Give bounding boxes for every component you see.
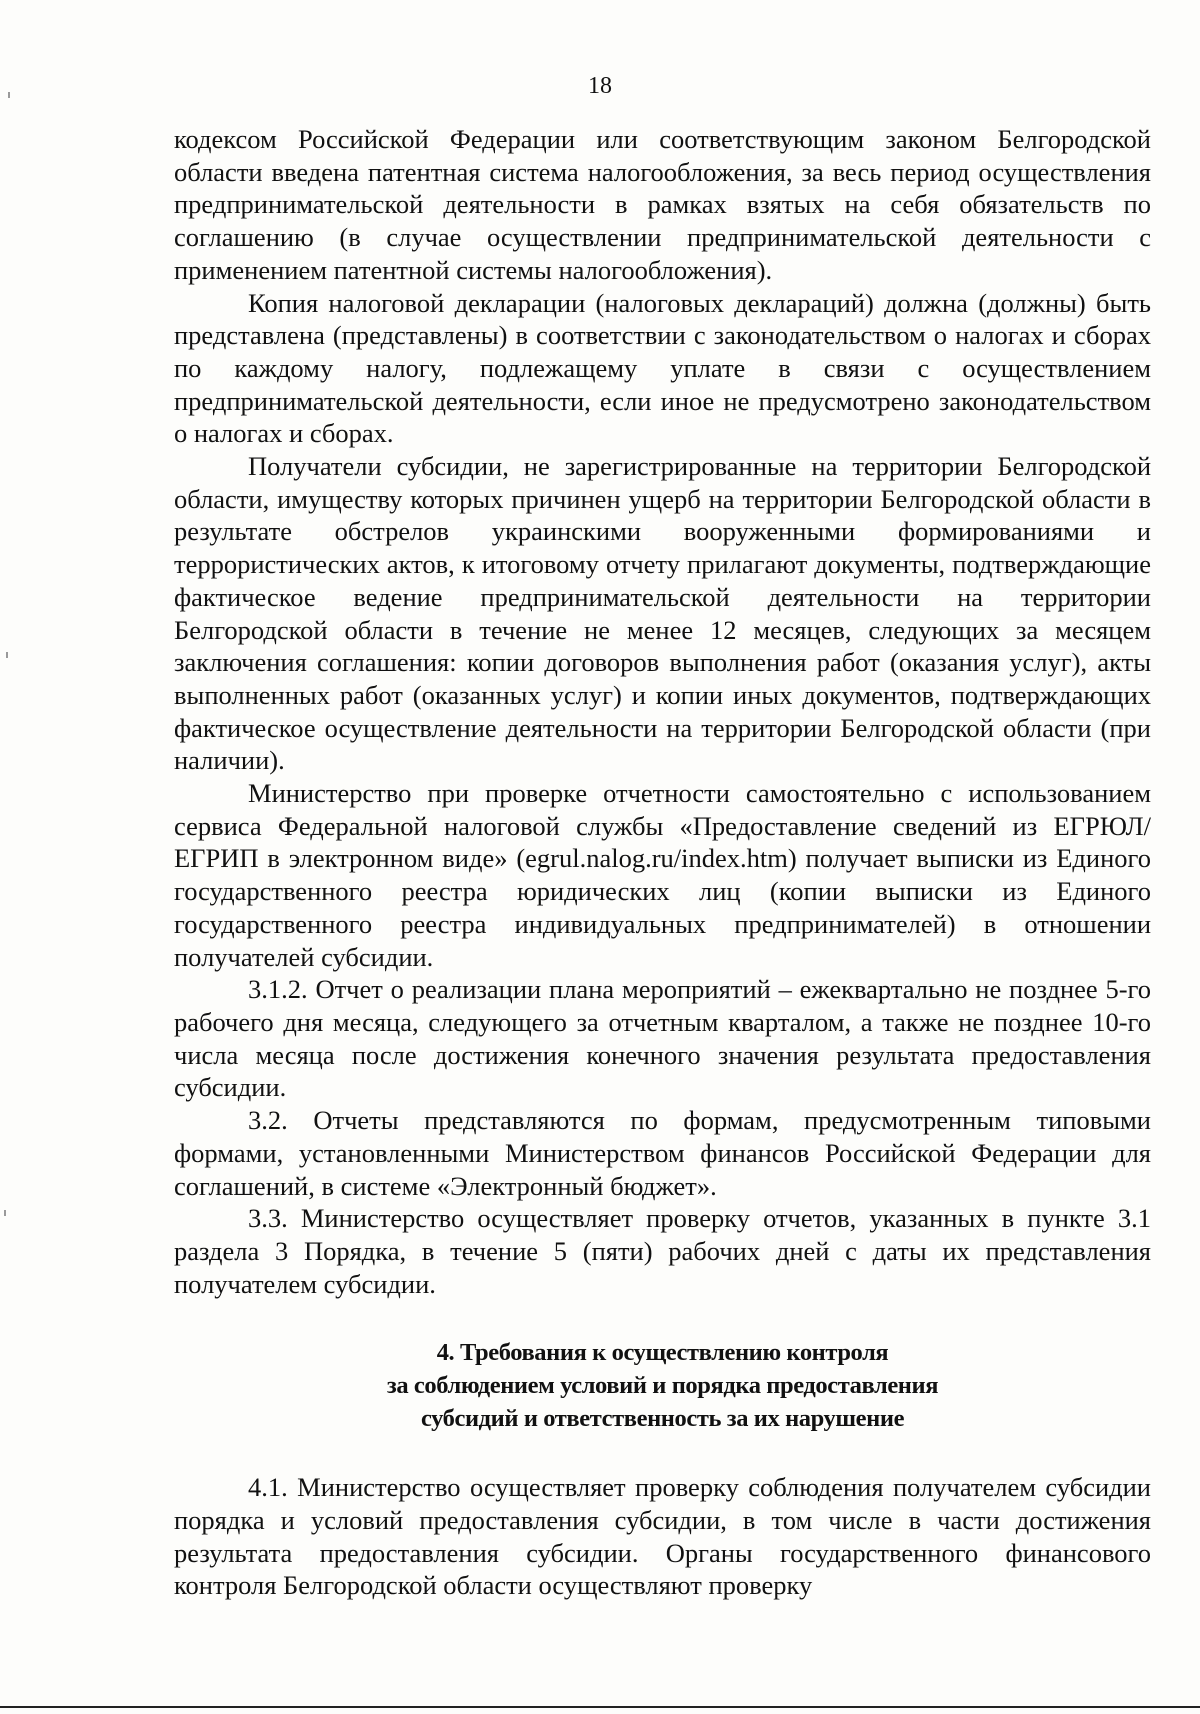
section-4-heading-line-2: за соблюдением условий и порядка предоставления [386, 1372, 939, 1400]
document-body [174, 123, 1151, 1602]
scan-speck [6, 652, 8, 658]
paragraph-4-1: 4.1. Министерство осуществляет проверку соблюдения получателем субсидии порядка и условий предоставления субсидии, в том числе в части достижения результата предоставления субсидии. Органы государственного финансового контроля Белгородской области осуществляют проверку [174, 1472, 1151, 1601]
paragraph-3-2: 3.2. Отчеты представляются по формам, предусмотренным типовыми формами, установленными Министерством финансов Российской Федерации для соглашений, в системе «Электронный бюджет». [174, 1105, 1151, 1201]
page-number: 18 [588, 73, 612, 99]
scan-speck [4, 1210, 6, 1216]
paragraph-unregistered-recipients: Получатели субсидии, не зарегистрированные на территории Белгородской области, имуществу которых причинен ущерб на территории Белгородской области в результате обстрелов украинскими вооруженными формированиями и террористических актов, к итоговому отчету прилагают документы, подтверждающие фактическое ведение предпринимательской деятельности на территории Белгородской области в течение не менее 12 месяцев, следующих за месяцем заключения соглашения: копии договоров выполнения работ (оказания услуг), акты выполненных работ (оказанных услуг) и копии иных документов, подтверждающих фактическое осуществление деятельности на территории Белгородской области (при наличии). [174, 451, 1151, 776]
section-4-heading-line-1: 4. Требования к осуществлению контроля [436, 1339, 889, 1367]
paragraph-3-1-2: 3.1.2. Отчет о реализации плана мероприятий – ежеквартально не позднее 5-го рабочего дня месяца, следующего за отчетным кварталом, а также не позднее 10-го числа месяца после достижения конечного значения результата предоставления субсидии. [174, 974, 1151, 1103]
scan-speck [8, 92, 10, 98]
section-4-heading [174, 1336, 1151, 1435]
page-bottom-edge [0, 1706, 1200, 1708]
paragraph-3-3: 3.3. Министерство осуществляет проверку отчетов, указанных в пункте 3.1 раздела 3 Порядка, в течение 5 (пяти) рабочих дней с даты их представления получателем субсидии. [174, 1203, 1151, 1299]
section-4-heading-line-3: субсидий и ответственность за их нарушение [420, 1405, 905, 1433]
paragraph-ministry-verification: Министерство при проверке отчетности самостоятельно с использованием сервиса Федеральной налоговой службы «Предоставление сведений из ЕГРЮЛ/ЕГРИП в электронном виде» (egrul.nalog.ru/index.htm) получает выписки из Единого государственного реестра юридических лиц (копии выписки из Единого государственного реестра индивидуальных предпринимателей) в отношении получателей субсидии. [174, 778, 1151, 972]
paragraph-tax-declaration: Копия налоговой декларации (налоговых деклараций) должна (должны) быть представлена (представлены) в соответствии с законодательством о налогах и сборах по каждому налогу, подлежащему уплате в связи с осуществлением предпринимательской деятельности, если иное не предусмотрено законодательством о налогах и сборах. [174, 287, 1151, 449]
paragraph-continuation: кодексом Российской Федерации или соответствующим законом Белгородской области введена патентная система налогообложения, за весь период осуществления предпринимательской деятельности в рамках взятых на себя обязательств по соглашению (в случае осуществлении предпринимательской деятельности с применением патентной системы налогообложения). [174, 124, 1151, 285]
